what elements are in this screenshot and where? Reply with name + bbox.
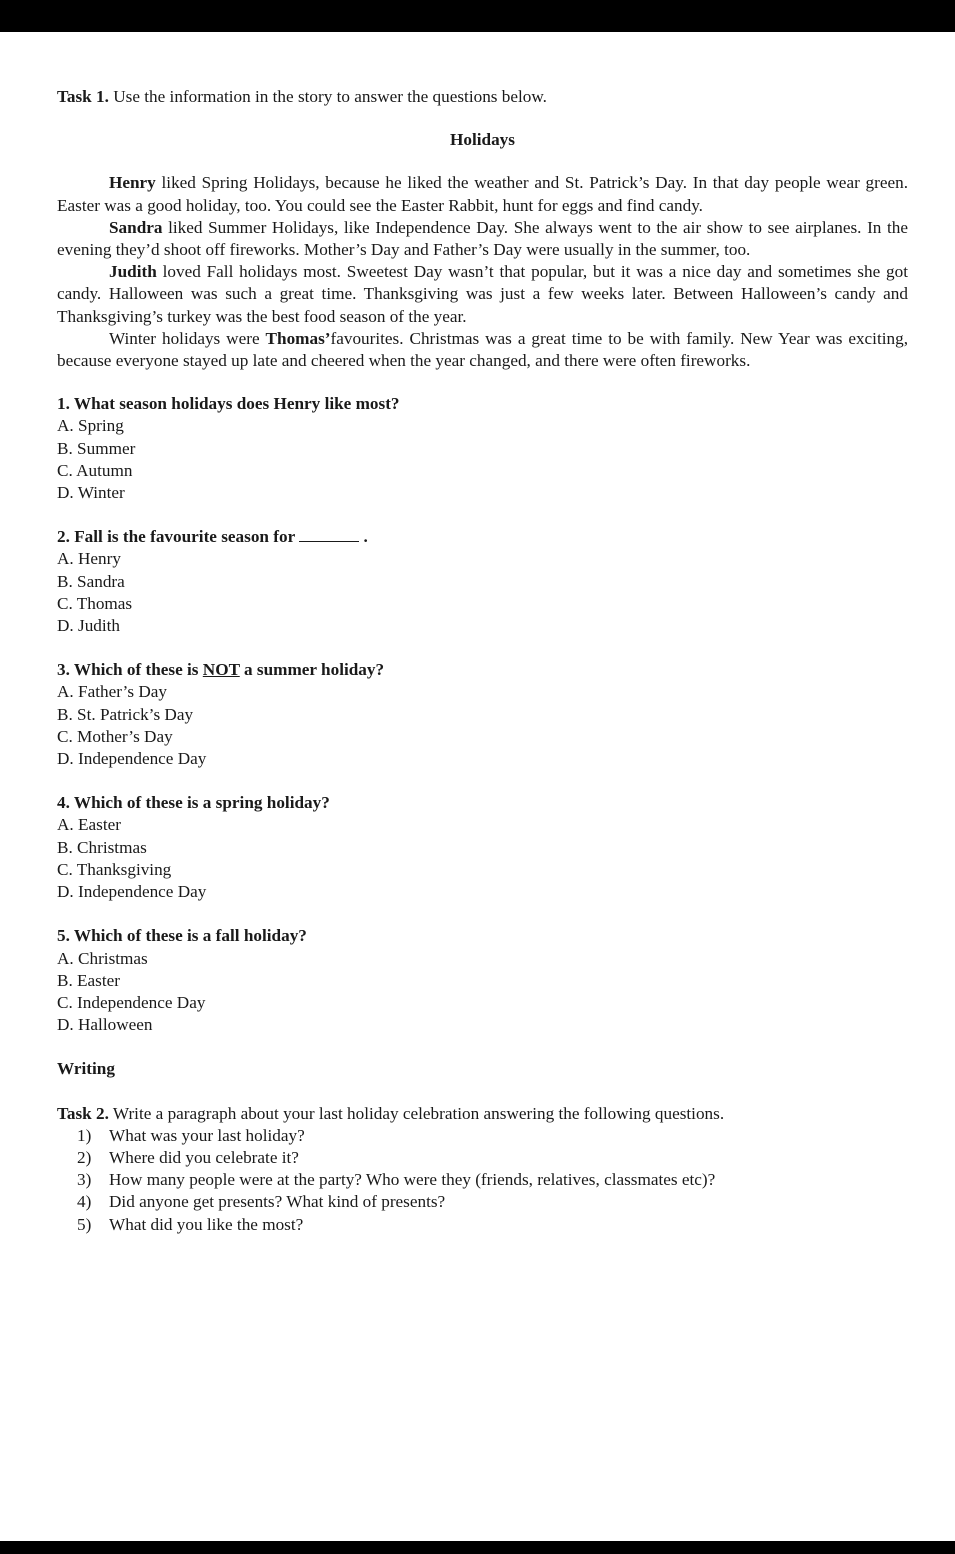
question-3-option-a: A. Father’s Day bbox=[57, 682, 167, 702]
task2-question-list bbox=[57, 1125, 908, 1236]
story-paragraph-judith bbox=[57, 261, 908, 328]
question-2-option-d: D. Judith bbox=[57, 616, 121, 636]
story-title: Holidays bbox=[450, 130, 515, 150]
question-2-text-after: . bbox=[359, 527, 368, 547]
question-3-underlined-word: NOT bbox=[202, 660, 240, 680]
task2-instruction: Write a paragraph about your last holiday celebration answering the following questions. bbox=[112, 1103, 725, 1123]
question-5 bbox=[57, 925, 908, 1036]
story-text-judith: loved Fall holidays most. Sweetest Day wasn’t that popular, but it was a nice day and sometimes she got candy. Halloween was such a great time. Thanksgiving was just a few weeks later. Between Halloween’s candy and Thanksgiving’s turkey was the best food season of the year. bbox=[57, 262, 908, 326]
question-2-option-a: A. Henry bbox=[57, 549, 121, 569]
question-2-option-c: C. Thomas bbox=[57, 593, 133, 613]
task2-item-1 bbox=[57, 1125, 908, 1147]
question-3 bbox=[57, 659, 908, 770]
task2-item-1-text: What was your last holiday? bbox=[109, 1125, 305, 1145]
task2-item-2-text: Where did you celebrate it? bbox=[109, 1147, 299, 1167]
task2-item-2 bbox=[57, 1147, 908, 1169]
question-1-option-c: C. Autumn bbox=[57, 460, 133, 480]
question-4-text: 4. Which of these is a spring holiday? bbox=[57, 793, 330, 813]
task1-label: Task 1. bbox=[57, 87, 109, 106]
task2-item-3-text: How many people were at the party? Who were they (friends, relatives, classmates etc)? bbox=[109, 1170, 716, 1190]
task2-item-5-text: What did you like the most? bbox=[109, 1214, 304, 1234]
question-5-option-b: B. Easter bbox=[57, 970, 121, 990]
task1-instruction: Use the information in the story to answer the questions below. bbox=[113, 87, 547, 106]
question-1 bbox=[57, 393, 908, 504]
question-4 bbox=[57, 792, 908, 903]
question-5-option-a: A. Christmas bbox=[57, 948, 148, 968]
question-4-option-c: C. Thanksgiving bbox=[57, 859, 172, 879]
task2-item-3-number: 3) bbox=[77, 1170, 92, 1190]
bottom-black-bar bbox=[0, 1541, 955, 1554]
task2-item-1-number: 1) bbox=[77, 1125, 92, 1145]
story-name-henry: Henry bbox=[109, 173, 156, 193]
question-3-text-after: a summer holiday? bbox=[239, 660, 385, 680]
question-3-text bbox=[57, 659, 908, 681]
task2-item-3 bbox=[57, 1169, 908, 1191]
story-text-henry: liked Spring Holidays, because he liked the weather and St. Patrick’s Day. In that day people wear green. Easter was a good holiday, too. You could see the Easter Rabbit, hunt for eggs and find candy. bbox=[57, 173, 908, 215]
task2-item-4-text: Did anyone get presents? What kind of presents? bbox=[109, 1192, 446, 1212]
question-3-option-b: B. St. Patrick’s Day bbox=[57, 704, 194, 724]
story-paragraph-sandra bbox=[57, 217, 908, 261]
question-3-text-before: 3. Which of these is bbox=[57, 660, 203, 680]
question-1-option-b: B. Summer bbox=[57, 438, 136, 458]
question-1-option-d: D. Winter bbox=[57, 483, 125, 503]
question-4-option-a: A. Easter bbox=[57, 815, 121, 835]
story-name-judith: Judith bbox=[109, 262, 157, 282]
writing-heading: Writing bbox=[57, 1059, 115, 1079]
task2-label: Task 2. bbox=[57, 1103, 109, 1123]
story-name-sandra: Sandra bbox=[109, 217, 163, 237]
question-5-option-d: D. Halloween bbox=[57, 1015, 153, 1035]
task2-item-2-number: 2) bbox=[77, 1147, 92, 1167]
story-text-thomas: favourites. Christmas was a great time to be with family. New Year was exciting, because everyone stayed up late and cheered when the year changed, and there were often fireworks. bbox=[57, 328, 908, 371]
question-2-option-b: B. Sandra bbox=[57, 571, 125, 591]
task2-item-4 bbox=[57, 1191, 908, 1213]
task2-line bbox=[57, 1103, 908, 1125]
story-text bbox=[57, 172, 908, 372]
story-paragraph-thomas bbox=[57, 328, 908, 372]
task2-item-5-number: 5) bbox=[77, 1214, 92, 1234]
question-4-option-d: D. Independence Day bbox=[57, 882, 207, 902]
task2-section bbox=[57, 1103, 908, 1236]
top-black-bar bbox=[0, 0, 955, 32]
question-2 bbox=[57, 526, 908, 637]
question-5-option-c: C. Independence Day bbox=[57, 992, 206, 1012]
task2-item-5 bbox=[57, 1214, 908, 1236]
story-text-thomas-before: Winter holidays were bbox=[109, 328, 266, 348]
question-5-text: 5. Which of these is a fall holiday? bbox=[57, 926, 307, 946]
question-4-option-b: B. Christmas bbox=[57, 837, 147, 857]
question-3-option-d: D. Independence Day bbox=[57, 749, 207, 769]
worksheet-page bbox=[57, 86, 908, 1236]
answer-blank bbox=[299, 527, 359, 542]
question-1-text: 1. What season holidays does Henry like most? bbox=[57, 394, 400, 414]
question-1-option-a: A. Spring bbox=[57, 416, 124, 436]
question-2-text bbox=[57, 526, 908, 548]
story-name-thomas: Thomas’ bbox=[265, 328, 331, 348]
story-paragraph-henry bbox=[57, 172, 908, 216]
task1-line bbox=[57, 86, 908, 108]
story-text-sandra: liked Summer Holidays, like Independence Day. She always went to the air show to see airplanes. In the evening they’d shoot off fireworks. Mother’s Day and Father’s Day were usually in the summer, too. bbox=[57, 217, 908, 260]
task2-item-4-number: 4) bbox=[77, 1192, 92, 1212]
question-3-option-c: C. Mother’s Day bbox=[57, 726, 173, 746]
question-2-text-before: 2. Fall is the favourite season for bbox=[57, 527, 300, 547]
